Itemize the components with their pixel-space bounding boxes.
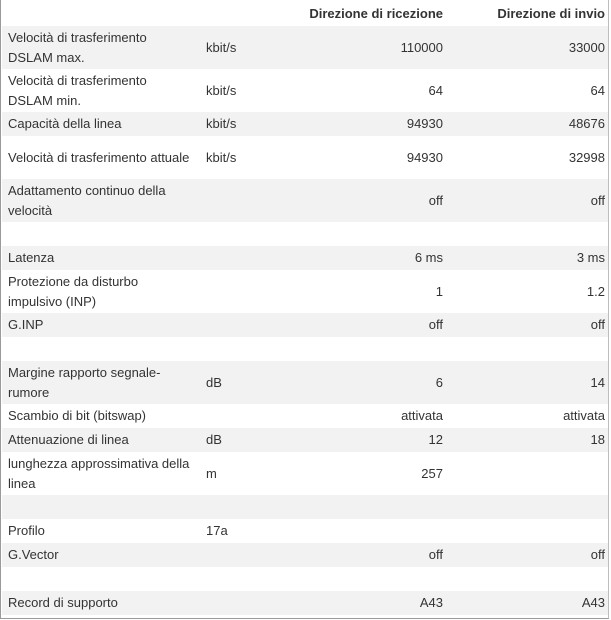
row-unit: kbit/s xyxy=(198,112,290,136)
row-label: Adattamento continuo della velocità xyxy=(2,179,198,222)
row-send-value xyxy=(447,222,609,246)
row-label: G.Vector xyxy=(2,543,198,567)
table-row xyxy=(2,270,609,313)
row-label: Latenza xyxy=(2,246,198,270)
row-label xyxy=(2,567,198,591)
header-parameter xyxy=(2,0,198,26)
row-label: Profilo xyxy=(2,519,198,543)
row-send-value xyxy=(447,452,609,495)
row-label: lunghezza approssimativa della linea xyxy=(2,452,198,495)
row-receive-value xyxy=(290,222,447,246)
dsl-info-table xyxy=(2,0,609,615)
table-row xyxy=(2,519,609,543)
row-send-value: off xyxy=(447,179,609,222)
row-receive-value: 94930 xyxy=(290,136,447,179)
row-unit: kbit/s xyxy=(198,69,290,112)
row-unit xyxy=(198,222,290,246)
row-send-value: 1.2 xyxy=(447,270,609,313)
row-label: Margine rapporto segnale-rumore xyxy=(2,361,198,404)
row-label xyxy=(2,222,198,246)
row-send-value: A43 xyxy=(447,591,609,615)
row-send-value xyxy=(447,337,609,361)
table-header-row xyxy=(2,0,609,26)
row-send-value: attivata xyxy=(447,404,609,428)
row-receive-value: 64 xyxy=(290,69,447,112)
row-unit: m xyxy=(198,452,290,495)
row-receive-value: 12 xyxy=(290,428,447,452)
row-label: Attenuazione di linea xyxy=(2,428,198,452)
row-label: Velocità di trasferimento attuale xyxy=(2,136,198,179)
row-unit xyxy=(198,337,290,361)
row-send-value xyxy=(447,495,609,519)
row-label: Scambio di bit (bitswap) xyxy=(2,404,198,428)
row-send-value xyxy=(447,519,609,543)
row-label xyxy=(2,495,198,519)
spacer-row xyxy=(2,222,609,246)
header-receive-direction: Direzione di ricezione xyxy=(309,6,443,21)
spacer-row xyxy=(2,337,609,361)
row-unit xyxy=(198,179,290,222)
table-row xyxy=(2,361,609,404)
spacer-row xyxy=(2,495,609,519)
row-unit: kbit/s xyxy=(198,136,290,179)
row-send-value: off xyxy=(447,543,609,567)
table-body xyxy=(2,26,609,615)
table-row xyxy=(2,404,609,428)
row-unit: dB xyxy=(198,428,290,452)
row-label: Velocità di trasferimento DSLAM max. xyxy=(2,26,198,69)
row-receive-value xyxy=(290,567,447,591)
row-receive-value: 6 ms xyxy=(290,246,447,270)
row-label: Protezione da disturbo impulsivo (INP) xyxy=(2,270,198,313)
row-unit xyxy=(198,404,290,428)
row-send-value xyxy=(447,567,609,591)
row-unit xyxy=(198,591,290,615)
spacer-row xyxy=(2,567,609,591)
row-unit xyxy=(198,495,290,519)
row-receive-value xyxy=(290,519,447,543)
row-receive-value: off xyxy=(290,179,447,222)
table-row xyxy=(2,428,609,452)
row-label xyxy=(2,337,198,361)
row-send-value: 3 ms xyxy=(447,246,609,270)
row-unit: kbit/s xyxy=(198,26,290,69)
row-label: Capacità della linea xyxy=(2,112,198,136)
row-receive-value: off xyxy=(290,543,447,567)
row-receive-value: attivata xyxy=(290,404,447,428)
table-row xyxy=(2,179,609,222)
row-unit xyxy=(198,543,290,567)
row-send-value: off xyxy=(447,313,609,337)
row-receive-value: off xyxy=(290,313,447,337)
row-receive-value xyxy=(290,337,447,361)
row-unit xyxy=(198,246,290,270)
table-row xyxy=(2,112,609,136)
table-row xyxy=(2,591,609,615)
row-send-value: 14 xyxy=(447,361,609,404)
row-send-value: 33000 xyxy=(447,26,609,69)
row-unit: dB xyxy=(198,361,290,404)
row-receive-value xyxy=(290,495,447,519)
table-row xyxy=(2,543,609,567)
row-label: Velocità di trasferimento DSLAM min. xyxy=(2,69,198,112)
table-row xyxy=(2,26,609,69)
row-unit xyxy=(198,270,290,313)
row-send-value: 18 xyxy=(447,428,609,452)
table-row xyxy=(2,246,609,270)
row-unit xyxy=(198,313,290,337)
row-receive-value: 1 xyxy=(290,270,447,313)
row-label: Record di supporto xyxy=(2,591,198,615)
row-send-value: 64 xyxy=(447,69,609,112)
row-receive-value: 257 xyxy=(290,452,447,495)
row-receive-value: 110000 xyxy=(290,26,447,69)
header-send-direction: Direzione di invio xyxy=(497,6,605,21)
table-row xyxy=(2,69,609,112)
row-unit xyxy=(198,567,290,591)
row-receive-value: 94930 xyxy=(290,112,447,136)
table-row xyxy=(2,313,609,337)
row-label: G.INP xyxy=(2,313,198,337)
row-send-value: 48676 xyxy=(447,112,609,136)
row-receive-value: A43 xyxy=(290,591,447,615)
table-row xyxy=(2,136,609,179)
row-send-value: 32998 xyxy=(447,136,609,179)
table-row xyxy=(2,452,609,495)
row-receive-value: 6 xyxy=(290,361,447,404)
row-unit: 17a xyxy=(198,519,290,543)
header-unit xyxy=(198,0,290,26)
